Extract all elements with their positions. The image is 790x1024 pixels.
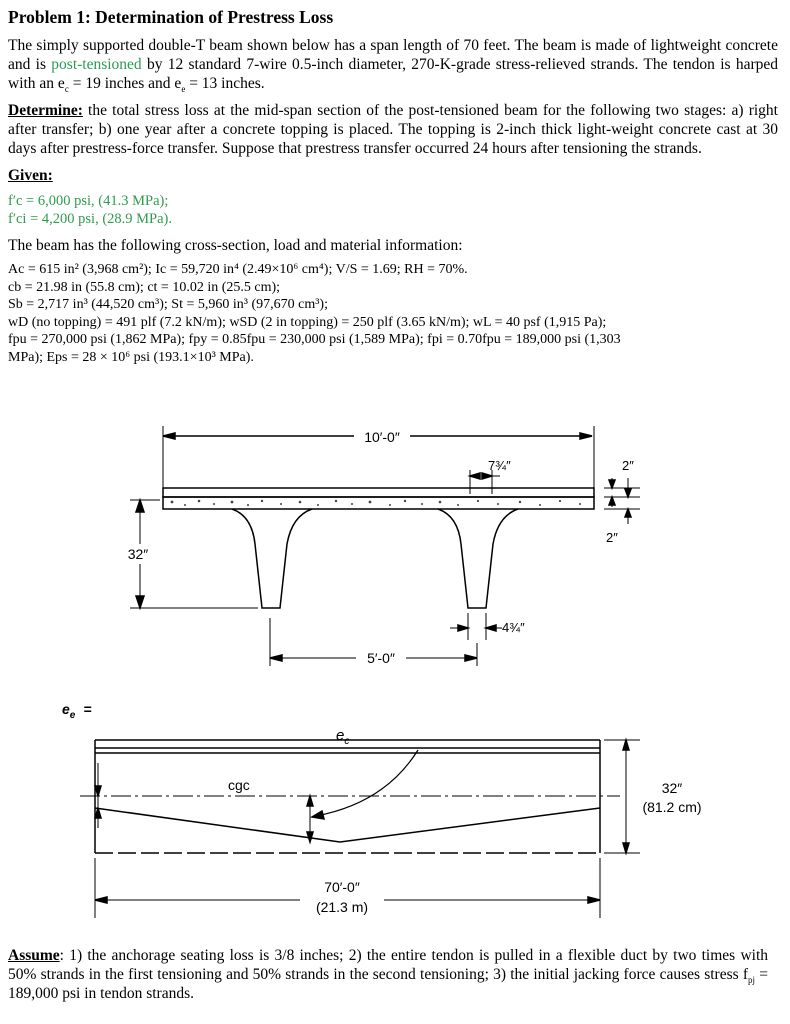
depth-label: 32″ — [127, 546, 149, 562]
stem-bottom-label: 4¾″ — [502, 620, 525, 635]
width-label: 10′-0″ — [364, 429, 400, 445]
stem-spacing-label: 5′-0″ — [367, 650, 395, 666]
problem-title: Problem 1: Determination of Prestress Loss — [8, 7, 334, 27]
side-depth-si-label: (81.2 cm) — [642, 799, 702, 815]
given-fci: f′ci = 4,200 psi, (28.9 MPa). — [8, 211, 172, 227]
prop-line-6: MPa); Eps = 28 × 10⁶ psi (193.1×10³ MPa). — [8, 349, 254, 365]
span-si-label: (21.3 m) — [315, 899, 369, 915]
prop-line-2: cb = 21.98 in (55.8 cm); ct = 10.02 in (25.5 cm); — [8, 279, 281, 295]
assume-label: Assume — [8, 947, 60, 964]
side-depth-label: 32″ — [661, 780, 683, 796]
stem-right — [438, 509, 518, 608]
post-tensioned-highlight: post-tensioned — [51, 56, 142, 73]
beam-figure — [0, 418, 790, 938]
given-fc: f′c = 6,000 psi, (41.3 MPa); — [8, 193, 169, 209]
ec-label: $e_c$ — [336, 727, 350, 747]
concrete-aggregate — [171, 500, 581, 506]
page — [8, 6, 778, 366]
tendon-profile — [95, 808, 600, 842]
topping-thickness-label: 2″ — [622, 458, 634, 473]
intro-paragraph: The simply supported double-T beam shown below has a span length of 70 feet. The beam is made of lightweight concrete and is post-tensioned by 12 standard 7-wire 0.5-inch diameter, 270-K-grade stress-relieved strands. The tendon is harped with an $e_c = 19$ inches and $e_e = 13$ inches. — [8, 37, 778, 95]
flange — [163, 497, 594, 509]
span-label: 70′-0″ — [324, 879, 360, 895]
prop-line-4: wD (no topping) = 491 plf (7.2 kN/m); wSD (2 in topping) = 250 plf (3.65 kN/m); wL = 40 psf (1,915 Pa); — [8, 314, 607, 330]
flange-thickness-label: 2″ — [606, 530, 618, 545]
determine-paragraph: Determine: the total stress loss at the mid-span section of the post-tensioned beam for the following two stages: a) right after transfer; b) one year after a concrete topping is placed. The topping is 2-inch thick light-weight concrete cast at 30 days after prestress-force transfer. Suppose that prestress transfer occurred 24 hours after tensioning the strands. — [8, 102, 778, 157]
info-intro: The beam has the following cross-section, load and material information: — [8, 237, 463, 254]
topping-layer — [163, 488, 594, 497]
stem-top-label: 7¾″ — [488, 458, 511, 473]
prop-line-3: Sb = 2,717 in³ (44,520 cm³); St = 5,960 in³ (97,670 cm³); — [8, 297, 328, 312]
prop-line-1: Ac = 615 in² (3,968 cm²); Ic = 59,720 in⁴ (2.49×10⁶ cm⁴); V/S = 1.69; RH = 70%. — [8, 262, 468, 277]
width-dim-arrow-right — [580, 433, 592, 439]
given-heading: Given: — [8, 167, 53, 184]
prop-line-5: fpu = 270,000 psi (1,862 MPa); fpy = 0.85fpu = 230,000 psi (1,589 MPa); fpi = 0.70fpu = 189,000 psi (1,303 — [8, 332, 621, 347]
ee-label: $e_e$ = — [62, 701, 92, 721]
cgc-label: cgc — [228, 777, 250, 793]
assume-paragraph: Assume: 1) the anchorage seating loss is 3/8 inches; 2) the entire tendon is pulled in a flexible duct by two times with 50% strands in the first tensioning and 50% strands in the second tensioning; 3) the initial jacking force causes stress $f_{pj} = 189,000$ psi in tendon strands. — [8, 947, 768, 1002]
properties-list — [8, 261, 778, 366]
width-dim-arrow-left — [163, 433, 175, 439]
ec-leader — [316, 750, 418, 816]
determine-label: Determine: — [8, 102, 83, 119]
stem-left — [232, 509, 312, 608]
